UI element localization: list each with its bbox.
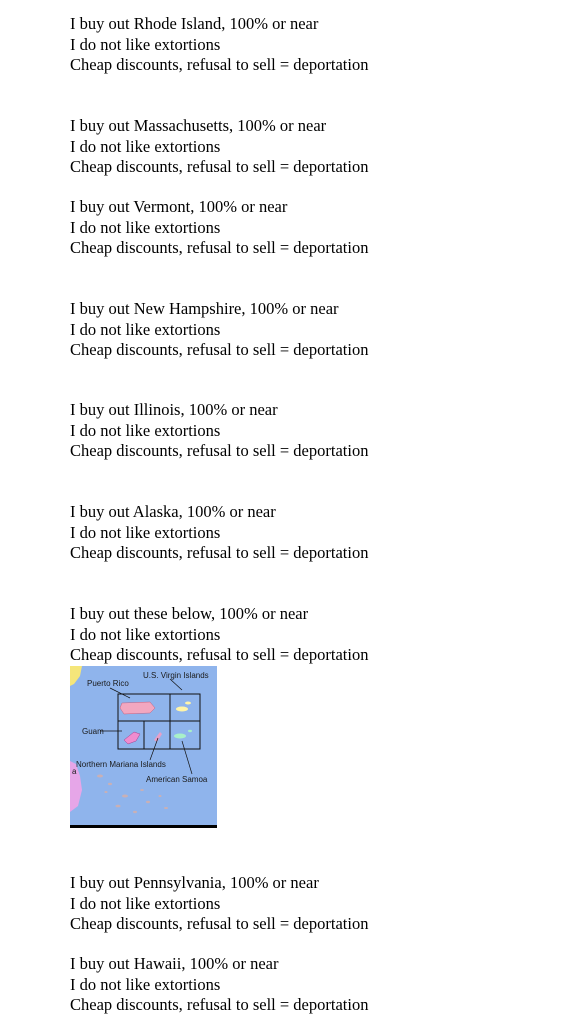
discount-line: Cheap discounts, refusal to sell = deportation — [70, 157, 369, 176]
extortion-line: I do not like extortions — [70, 522, 221, 542]
buyout-line: I buy out Vermont, 100% or near — [70, 197, 288, 216]
label-guam: Guam — [82, 727, 104, 736]
buyout-line: I buy out Alaska, 100% or near — [70, 502, 276, 521]
text-block-hawaii — [70, 954, 368, 1016]
map-bottom-border — [70, 825, 217, 828]
american-samoa-shape-2 — [188, 730, 192, 732]
discount-line: Cheap discounts, refusal to sell = deportation — [70, 441, 369, 460]
buyout-line: I buy out Illinois, 100% or near — [70, 400, 278, 419]
extortion-line: I do not like extortions — [70, 974, 221, 994]
extortion-line: I do not like extortions — [70, 136, 221, 156]
text-block-vermont — [70, 197, 368, 259]
buyout-line: I buy out Pennsylvania, 100% or near — [70, 873, 319, 892]
discount-line: Cheap discounts, refusal to sell = deportation — [70, 238, 369, 257]
territories-map — [70, 666, 217, 828]
buyout-line: I buy out Rhode Island, 100% or near — [70, 14, 319, 33]
buyout-line: I buy out Hawaii, 100% or near — [70, 954, 279, 973]
discount-line: Cheap discounts, refusal to sell = deportation — [70, 995, 369, 1014]
discount-line: Cheap discounts, refusal to sell = deportation — [70, 645, 369, 664]
text-block-illinois — [70, 400, 368, 462]
text-block-territories — [70, 604, 368, 666]
buyout-line: I buy out Massachusetts, 100% or near — [70, 116, 327, 135]
extortion-line: I do not like extortions — [70, 319, 221, 339]
text-block-alaska — [70, 502, 368, 564]
american-samoa-shape-1 — [174, 734, 186, 739]
puerto-rico-shape — [120, 702, 155, 714]
extortion-line: I do not like extortions — [70, 217, 221, 237]
discount-line: Cheap discounts, refusal to sell = deportation — [70, 340, 369, 359]
extortion-line: I do not like extortions — [70, 420, 221, 440]
discount-line: Cheap discounts, refusal to sell = deportation — [70, 55, 369, 74]
text-block-massachusetts — [70, 116, 368, 178]
text-block-new-hampshire — [70, 299, 368, 361]
extortion-line: I do not like extortions — [70, 624, 221, 644]
label-american-samoa: American Samoa — [146, 775, 208, 784]
label-us-virgin-islands: U.S. Virgin Islands — [143, 671, 209, 680]
discount-line: Cheap discounts, refusal to sell = deportation — [70, 914, 369, 933]
label-northern-mariana-islands: Northern Mariana Islands — [76, 760, 166, 769]
text-block-pennsylvania — [70, 873, 368, 935]
virgin-islands-shape-2 — [185, 702, 191, 705]
virgin-islands-shape-1 — [176, 707, 188, 712]
text-block-rhode-island — [70, 14, 368, 76]
discount-line: Cheap discounts, refusal to sell = deportation — [70, 543, 369, 562]
label-puerto-rico: Puerto Rico — [87, 679, 129, 688]
extortion-line: I do not like extortions — [70, 34, 221, 54]
buyout-line: I buy out these below, 100% or near — [70, 604, 309, 623]
extortion-line: I do not like extortions — [70, 893, 221, 913]
buyout-line: I buy out New Hampshire, 100% or near — [70, 299, 339, 318]
map-edge-letter: a — [72, 767, 77, 776]
